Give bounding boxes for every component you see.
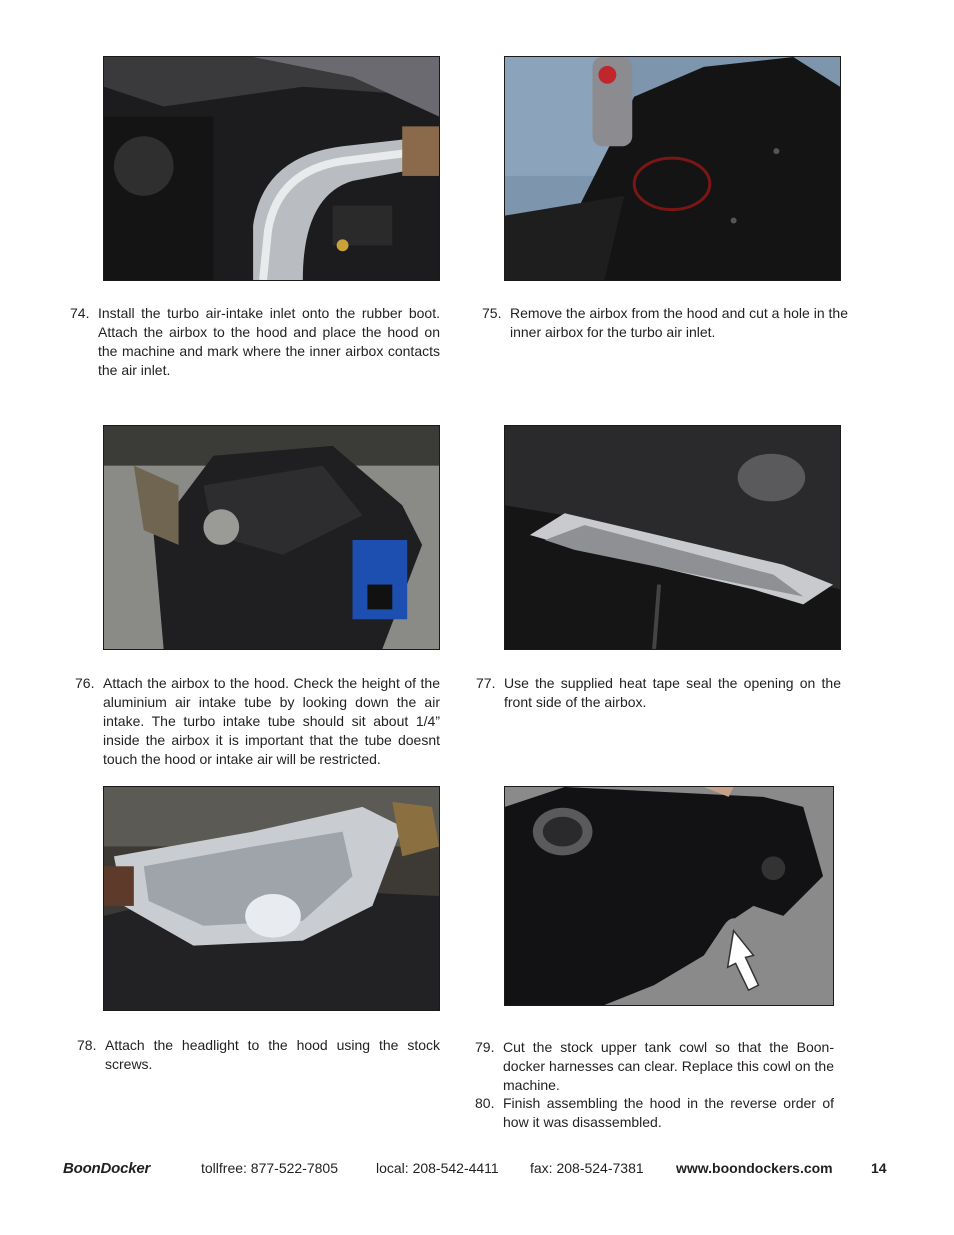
step-text: Cut the stock upper tank cowl so that the Boon-docker harnesses can clear. Replace this cowl on the machine. xyxy=(503,1039,834,1093)
page-footer xyxy=(0,1160,954,1182)
photo-airbox-on-hood xyxy=(103,425,440,650)
step-text: Remove the airbox from the hood and cut a hole in the inner airbox for the turbo air inlet. xyxy=(510,305,848,340)
step-75 xyxy=(482,304,848,342)
step-79 xyxy=(475,1038,834,1095)
step-text: Use the supplied heat tape seal the opening on the front side of the airbox. xyxy=(504,675,841,710)
step-number: 77. xyxy=(476,675,496,691)
step-80 xyxy=(475,1094,834,1132)
photo-upper-tank-cowl xyxy=(504,786,834,1006)
step-number: 76. xyxy=(75,675,95,691)
step-text: Install the turbo air-intake inlet onto the rubber boot. Attach the airbox to the hood and place the hood on the machine and mark where the inner airbox contacts the air inlet. xyxy=(98,305,440,378)
website-link[interactable]: www.boondockers.com xyxy=(676,1160,833,1176)
page-number: 14 xyxy=(871,1160,887,1176)
step-text: Finish assembling the hood in the reverse order of how it was disassembled. xyxy=(503,1095,834,1130)
step-number: 74. xyxy=(70,305,90,321)
step-number: 78. xyxy=(77,1037,97,1053)
local-phone: local: 208-542-4411 xyxy=(376,1160,499,1176)
step-77 xyxy=(476,674,841,712)
photo-headlight-install xyxy=(103,786,440,1011)
tollfree-phone: tollfree: 877-522-7805 xyxy=(201,1160,338,1176)
step-number: 75. xyxy=(482,305,502,321)
fax-number: fax: 208-524-7381 xyxy=(530,1160,644,1176)
step-text: Attach the airbox to the hood. Check the height of the aluminium air intake tube by looking down the air intake. The turbo intake tube should sit about 1/4” inside the airbox it is important that the tube doesnt touch the hood or intake air will be restricted. xyxy=(103,675,440,767)
step-74 xyxy=(70,304,440,380)
step-78 xyxy=(77,1036,440,1074)
brand-logo: BoonDocker xyxy=(63,1160,151,1177)
step-number: 79. xyxy=(475,1039,495,1055)
photo-turbo-intake-inlet xyxy=(103,56,440,281)
step-number: 80. xyxy=(475,1095,495,1111)
photo-heat-tape-seal xyxy=(504,425,841,650)
step-76 xyxy=(75,674,440,769)
photo-cut-airbox-hole xyxy=(504,56,841,281)
step-text: Attach the headlight to the hood using the stock screws. xyxy=(105,1037,440,1072)
